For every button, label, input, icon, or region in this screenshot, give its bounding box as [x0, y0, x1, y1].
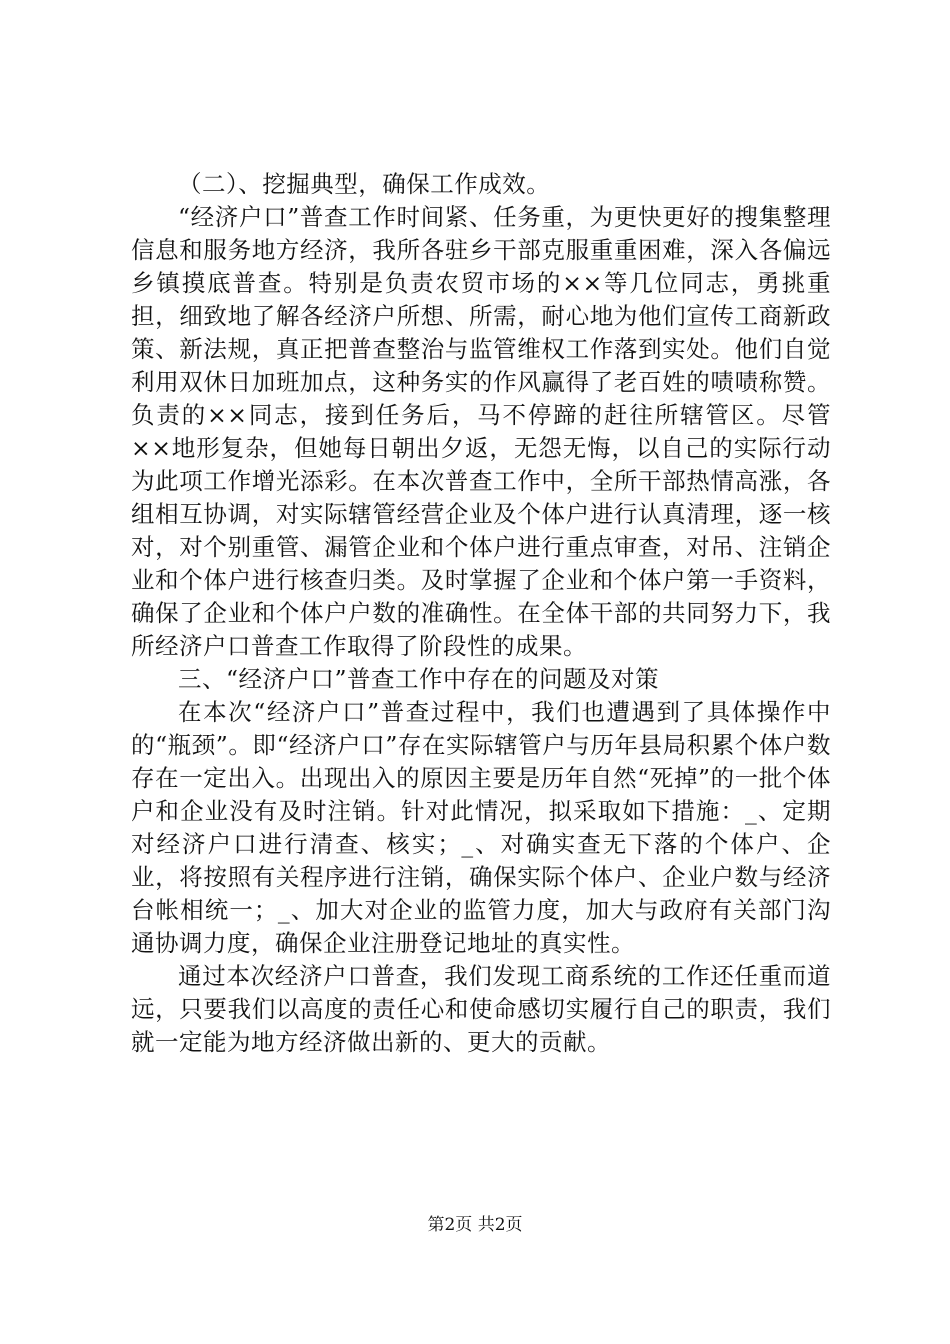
document-body	[131, 168, 831, 1059]
body-paragraph: “经济户口”普查工作时间紧、任务重，为更快更好的搜集整理信息和服务地方经济，我所各驻乡干部克服重重困难，深入各偏远乡镇摸底普查。特别是负责农贸市场的××等几位同志，勇挑重担，细致地了解各经济户所想、所需，耐心地为他们宣传工商新政策、新法规，真正把普查整治与监管维权工作落到实处。他们自觉利用双休日加班加点，这种务实的作风赢得了老百姓的啧啧称赞。负责的××同志，接到任务后，马不停蹄的赶往所辖管区。尽管××地形复杂，但她每日朝出夕返，无怨无悔，以自己的实际行动为此项工作增光添彩。在本次普查工作中，全所干部热情高涨，各组相互协调，对实际辖管经营企业及个体户进行认真清理，逐一核对，对个别重管、漏管企业和个体户进行重点审查，对吊、注销企业和个体户进行核查归类。及时掌握了企业和个体户第一手资料，确保了企业和个体户户数的准确性。在全体干部的共同努力下，我所经济户口普查工作取得了阶段性的成果。	[131, 203, 831, 660]
body-paragraph: 通过本次经济户口普查，我们发现工商系统的工作还任重而道远，只要我们以高度的责任心和使命感切实履行自己的职责，我们就一定能为地方经济做出新的、更大的贡献。	[131, 962, 831, 1056]
body-paragraph: 在本次“经济户口”普查过程中，我们也遭遇到了具体操作中的“瓶颈”。即“经济户口”存在实际辖管户与历年县局积累个体户数存在一定出入。出现出入的原因主要是历年自然“死掉”的一批个体户和企业没有及时注销。针对此情况，拟采取如下措施：_、定期对经济户口进行清查、核实；_、对确实查无下落的个体户、企业，将按照有关程序进行注销，确保实际个体户、企业户数与经济台帐相统一；_、加大对企业的监管力度，加大与政府有关部门沟通协调力度，确保企业注册登记地址的真实性。	[131, 698, 831, 957]
section-heading-three: 三、“经济户口”普查工作中存在的问题及对策	[178, 665, 660, 693]
section-heading-two: （二）、挖掘典型，确保工作成效。	[178, 170, 551, 198]
page-number-footer: 第2页 共2页	[427, 1215, 523, 1235]
